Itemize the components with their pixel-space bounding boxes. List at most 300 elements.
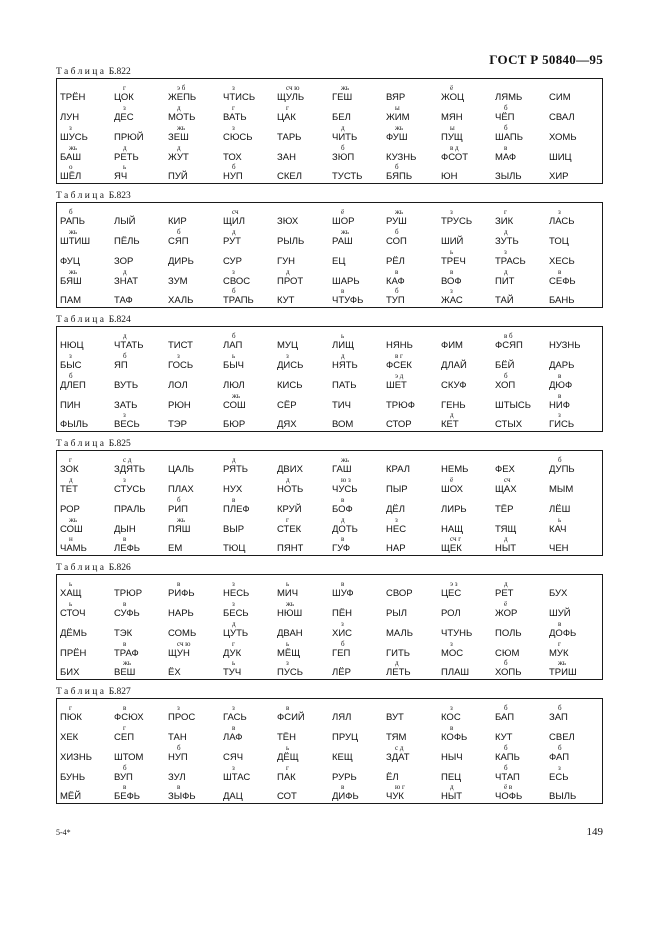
word-text: ТЮЦ bbox=[223, 543, 246, 554]
word-annotation bbox=[114, 392, 137, 400]
word-text: ПЫР bbox=[386, 484, 408, 495]
word-text: МУК bbox=[549, 648, 569, 659]
word-text: ФСОТ bbox=[441, 152, 469, 163]
word-text: ТУЧ bbox=[223, 667, 242, 678]
word-text: ЩУЛЬ bbox=[277, 92, 305, 103]
word-cell bbox=[549, 410, 574, 431]
word-annotation: жь bbox=[341, 456, 350, 464]
word-annotation: в bbox=[341, 783, 345, 791]
word-annotation bbox=[168, 392, 191, 400]
word-annotation bbox=[495, 392, 531, 400]
word-cell bbox=[223, 286, 254, 307]
word-text: СВОР bbox=[386, 588, 413, 599]
word-cell bbox=[495, 703, 514, 724]
word-text: ВОФ bbox=[441, 276, 462, 287]
word-cell bbox=[332, 410, 353, 431]
word-annotation bbox=[223, 516, 244, 524]
word-cell bbox=[277, 455, 303, 476]
table-row bbox=[57, 782, 602, 803]
word-cell bbox=[114, 639, 139, 660]
word-annotation: в bbox=[450, 724, 454, 732]
table-caption-word: Таблица bbox=[56, 439, 107, 449]
word-cell bbox=[114, 515, 136, 536]
word-annotation: ы bbox=[395, 104, 400, 112]
word-text: БУНЬ bbox=[60, 772, 86, 783]
word-cell bbox=[386, 579, 413, 600]
word-annotation: ё bbox=[450, 84, 454, 92]
word-text: ЧТАП bbox=[495, 772, 520, 783]
word-cell bbox=[60, 599, 85, 620]
word-text: ЗЮП bbox=[332, 152, 355, 163]
word-text: НЫТ bbox=[495, 543, 517, 554]
word-annotation: б bbox=[395, 163, 399, 171]
word-annotation bbox=[223, 144, 242, 152]
word-annotation: в bbox=[123, 535, 127, 543]
word-text: МИЧ bbox=[277, 588, 299, 599]
word-cell bbox=[332, 83, 352, 104]
word-annotation bbox=[495, 516, 516, 524]
word-cell bbox=[332, 103, 351, 124]
word-text: ПАМ bbox=[60, 295, 82, 306]
word-text: ФЕХ bbox=[495, 464, 515, 475]
word-text: ЗУТЬ bbox=[495, 236, 519, 247]
word-cell bbox=[441, 782, 462, 803]
word-cell bbox=[386, 83, 405, 104]
word-cell bbox=[223, 723, 242, 744]
word-text: ЛИРЬ bbox=[441, 504, 467, 515]
word-text: ГИТЬ bbox=[386, 648, 411, 659]
word-text: ЧТИСЬ bbox=[223, 92, 256, 103]
word-annotation: г bbox=[232, 640, 235, 648]
table-row bbox=[57, 703, 602, 724]
word-cell bbox=[223, 455, 248, 476]
word-cell bbox=[114, 455, 145, 476]
word-annotation: ы bbox=[450, 124, 455, 132]
word-text: ПИТ bbox=[495, 276, 515, 287]
word-cell bbox=[332, 351, 358, 372]
word-cell bbox=[168, 331, 193, 352]
word-cell bbox=[114, 103, 134, 124]
word-annotation: в bbox=[286, 704, 290, 712]
word-annotation bbox=[60, 659, 79, 667]
word-text: МЁЙ bbox=[60, 791, 82, 802]
word-annotation: в bbox=[341, 496, 345, 504]
word-annotation bbox=[332, 411, 353, 419]
word-text: КАПЬ bbox=[495, 752, 520, 763]
word-annotation bbox=[549, 104, 575, 112]
word-text: СВОС bbox=[223, 276, 251, 287]
word-cell bbox=[114, 475, 145, 496]
word-text: ДЮФ bbox=[549, 380, 573, 391]
word-cell bbox=[386, 247, 405, 268]
word-annotation: б bbox=[341, 640, 345, 648]
word-annotation bbox=[441, 332, 463, 340]
word-annotation: з bbox=[286, 352, 289, 360]
word-text: ЖАС bbox=[441, 295, 463, 306]
word-annotation bbox=[386, 704, 404, 712]
table-row bbox=[57, 83, 602, 104]
word-cell bbox=[549, 286, 574, 307]
word-cell bbox=[168, 475, 194, 496]
word-text: ГЕП bbox=[332, 648, 351, 659]
word-cell bbox=[549, 227, 569, 248]
word-cell bbox=[168, 391, 191, 412]
table-caption-number: Б.823 bbox=[108, 191, 131, 201]
standard-header: ГОСТ Р 50840—95 bbox=[489, 52, 603, 67]
word-text: ПУСЬ bbox=[277, 667, 303, 678]
table-row bbox=[57, 658, 602, 679]
word-text: ТАФ bbox=[114, 295, 133, 306]
word-annotation: б bbox=[504, 704, 508, 712]
word-cell bbox=[495, 391, 531, 412]
word-cell bbox=[277, 267, 303, 288]
word-text: ТАН bbox=[168, 732, 187, 743]
word-cell bbox=[441, 495, 467, 516]
word-annotation bbox=[386, 411, 412, 419]
word-cell bbox=[549, 703, 568, 724]
word-cell bbox=[332, 782, 359, 803]
word-cell bbox=[60, 495, 80, 516]
word-annotation bbox=[60, 496, 80, 504]
word-annotation: ь bbox=[286, 744, 290, 752]
word-cell bbox=[277, 763, 296, 784]
word-cell bbox=[60, 207, 85, 228]
word-cell bbox=[495, 267, 514, 288]
word-text: НЕМЬ bbox=[441, 464, 469, 475]
word-annotation bbox=[168, 456, 194, 464]
word-cell bbox=[386, 534, 406, 555]
word-annotation: жь bbox=[69, 228, 78, 236]
word-annotation bbox=[168, 248, 194, 256]
word-text: РЫЛ bbox=[386, 608, 407, 619]
word-annotation: з bbox=[450, 704, 453, 712]
word-annotation: з bbox=[232, 764, 235, 772]
word-cell bbox=[277, 410, 297, 431]
word-annotation: в bbox=[558, 268, 562, 276]
word-text: ЦАК bbox=[277, 112, 296, 123]
table-caption-number: Б.827 bbox=[108, 687, 131, 697]
word-text: ХОП bbox=[495, 380, 516, 391]
word-text: СОМЬ bbox=[168, 628, 197, 639]
word-annotation bbox=[60, 248, 80, 256]
word-text: ФСЯП bbox=[495, 340, 523, 351]
word-cell bbox=[223, 534, 245, 555]
word-text: ВЯР bbox=[386, 92, 406, 103]
word-cell bbox=[277, 351, 303, 372]
word-text: БИХ bbox=[60, 667, 80, 678]
word-annotation: б bbox=[177, 744, 181, 752]
word-annotation: г bbox=[232, 104, 235, 112]
word-cell bbox=[114, 143, 139, 164]
word-text: НЮШ bbox=[277, 608, 303, 619]
word-cell bbox=[114, 331, 143, 352]
word-cell bbox=[549, 723, 575, 744]
word-annotation: з bbox=[558, 764, 561, 772]
word-text: СВАЛ bbox=[549, 112, 575, 123]
word-text: ЧУК bbox=[386, 791, 404, 802]
word-text: ТРАПЬ bbox=[223, 295, 254, 306]
word-cell bbox=[114, 743, 143, 764]
word-cell bbox=[60, 267, 82, 288]
table-row bbox=[57, 123, 602, 144]
word-text: БОФ bbox=[332, 504, 353, 515]
word-annotation bbox=[277, 456, 303, 464]
word-cell bbox=[495, 162, 522, 183]
word-annotation bbox=[60, 287, 81, 295]
word-annotation: жь bbox=[286, 600, 295, 608]
word-cell bbox=[441, 534, 462, 555]
word-annotation bbox=[332, 744, 353, 752]
word-cell bbox=[386, 207, 407, 228]
word-text: ПЁЛЬ bbox=[114, 236, 140, 247]
word-annotation: д bbox=[450, 411, 454, 419]
word-annotation bbox=[441, 163, 457, 171]
word-cell bbox=[386, 599, 407, 620]
word-cell bbox=[277, 534, 303, 555]
word-text: ФЫЛЬ bbox=[60, 419, 89, 430]
word-text: ЕЦ bbox=[332, 256, 346, 267]
word-text: СТУСЬ bbox=[114, 484, 146, 495]
word-text: ВЕШ bbox=[114, 667, 136, 678]
word-annotation: в bbox=[450, 268, 454, 276]
word-cell bbox=[60, 162, 81, 183]
word-text: ТАЙ bbox=[495, 295, 514, 306]
word-cell bbox=[277, 475, 303, 496]
word-cell bbox=[223, 599, 249, 620]
word-cell bbox=[549, 515, 566, 536]
word-annotation bbox=[60, 724, 78, 732]
word-text: СТОР bbox=[386, 419, 412, 430]
word-text: СЯП bbox=[168, 236, 189, 247]
word-text: НАРЬ bbox=[168, 608, 194, 619]
word-cell bbox=[441, 143, 468, 164]
word-annotation bbox=[386, 600, 407, 608]
word-cell bbox=[332, 599, 352, 620]
word-annotation bbox=[441, 620, 472, 628]
word-annotation: д bbox=[123, 144, 127, 152]
word-cell bbox=[441, 619, 472, 640]
word-text: СОШ bbox=[60, 524, 83, 535]
word-text: НАЩ bbox=[441, 524, 464, 535]
word-text: НЫЧ bbox=[441, 752, 463, 763]
word-cell bbox=[168, 103, 195, 124]
word-cell bbox=[386, 286, 405, 307]
word-annotation: ь bbox=[232, 659, 236, 667]
word-annotation bbox=[168, 332, 193, 340]
word-text: ТЯЩ bbox=[495, 524, 517, 535]
word-annotation bbox=[332, 248, 345, 256]
word-cell bbox=[114, 619, 132, 640]
word-cell bbox=[332, 331, 354, 352]
word-cell bbox=[549, 331, 581, 352]
word-cell bbox=[332, 495, 353, 516]
word-text: ЗОК bbox=[60, 464, 79, 475]
word-text: НУП bbox=[223, 171, 243, 182]
word-text: ДЁМЬ bbox=[60, 628, 87, 639]
word-cell bbox=[60, 763, 85, 784]
word-text: СЕП bbox=[114, 732, 135, 743]
word-cell bbox=[114, 267, 138, 288]
word-annotation: э б bbox=[177, 84, 186, 92]
word-text: ТУП bbox=[386, 295, 405, 306]
word-text: КОФЬ bbox=[441, 732, 468, 743]
word-annotation bbox=[114, 124, 144, 132]
word-cell bbox=[114, 83, 134, 104]
word-text: БАНЬ bbox=[549, 295, 575, 306]
word-text: ТРИШ bbox=[549, 667, 577, 678]
word-text: ЧТУФЬ bbox=[332, 295, 364, 306]
word-text: ПРЁН bbox=[60, 648, 87, 659]
word-cell bbox=[495, 103, 515, 124]
word-annotation bbox=[549, 144, 572, 152]
word-cell bbox=[168, 703, 195, 724]
word-text: НАР bbox=[386, 543, 406, 554]
word-text: СКУФ bbox=[441, 380, 467, 391]
table-row bbox=[57, 286, 602, 307]
word-text: РЁЛ bbox=[386, 256, 405, 267]
word-annotation: ю з bbox=[341, 476, 351, 484]
word-text: ПЮК bbox=[60, 712, 82, 723]
word-cell bbox=[495, 475, 517, 496]
word-text: ПРУЦ bbox=[332, 732, 359, 743]
word-text: ТОЦ bbox=[549, 236, 569, 247]
word-annotation: з bbox=[232, 124, 235, 132]
word-text: ДВИХ bbox=[277, 464, 303, 475]
word-annotation bbox=[168, 411, 187, 419]
word-annotation: б bbox=[232, 332, 236, 340]
word-text: ЛЕФЬ bbox=[114, 543, 141, 554]
table-caption-word: Таблица bbox=[56, 191, 107, 201]
word-annotation: б bbox=[558, 456, 562, 464]
word-annotation bbox=[495, 287, 514, 295]
word-annotation bbox=[441, 764, 461, 772]
word-text: СЮМ bbox=[495, 648, 520, 659]
word-cell bbox=[441, 83, 464, 104]
word-cell bbox=[441, 227, 463, 248]
word-text: ДВАН bbox=[277, 628, 303, 639]
word-annotation bbox=[495, 352, 514, 360]
word-annotation: сч ю bbox=[286, 84, 300, 92]
word-text: ДЁЛ bbox=[386, 504, 406, 515]
word-cell bbox=[495, 207, 513, 228]
word-text: НОТЬ bbox=[277, 484, 304, 495]
word-text: ДЕС bbox=[114, 112, 134, 123]
word-cell bbox=[223, 743, 243, 764]
word-cell bbox=[549, 123, 577, 144]
word-text: ЖИМ bbox=[386, 112, 410, 123]
word-annotation: б bbox=[504, 124, 508, 132]
word-text: ЖОЦ bbox=[441, 92, 464, 103]
word-annotation: в bbox=[504, 144, 508, 152]
word-cell bbox=[114, 123, 144, 144]
word-cell bbox=[114, 782, 140, 803]
word-cell bbox=[60, 103, 79, 124]
word-annotation bbox=[386, 392, 415, 400]
word-text: ТЕТ bbox=[60, 484, 78, 495]
table-row bbox=[57, 619, 602, 640]
word-text: МЁЩ bbox=[277, 648, 301, 659]
word-text: ДОТЬ bbox=[332, 524, 358, 535]
table-row bbox=[57, 515, 602, 536]
word-text: ДЯХ bbox=[277, 419, 297, 430]
word-annotation bbox=[114, 516, 136, 524]
word-text: МЯН bbox=[441, 112, 463, 123]
word-cell bbox=[168, 371, 188, 392]
word-text: ТРЮФ bbox=[386, 400, 415, 411]
word-text: ЛЕТЬ bbox=[386, 667, 411, 678]
word-text: ЛОЛ bbox=[168, 380, 188, 391]
word-annotation: б bbox=[232, 163, 236, 171]
word-text: МАФ bbox=[495, 152, 517, 163]
word-text: ТРЁН bbox=[60, 92, 86, 103]
word-annotation: б bbox=[232, 287, 236, 295]
word-text: ФСИЙ bbox=[277, 712, 305, 723]
word-cell bbox=[168, 207, 187, 228]
word-text: РУРЬ bbox=[332, 772, 357, 783]
word-text: СКЕЛ bbox=[277, 171, 302, 182]
word-text: ЗАП bbox=[549, 712, 568, 723]
word-annotation: з bbox=[69, 124, 72, 132]
word-annotation: з bbox=[123, 476, 126, 484]
word-text: ШТИШ bbox=[60, 236, 91, 247]
word-text: ШОР bbox=[332, 216, 355, 227]
word-cell bbox=[60, 703, 82, 724]
word-text: РИП bbox=[168, 504, 188, 515]
word-annotation bbox=[168, 287, 193, 295]
word-text: ДЁЩ bbox=[277, 752, 299, 763]
word-annotation bbox=[277, 228, 304, 236]
word-text: ЗЮХ bbox=[277, 216, 299, 227]
table-row bbox=[57, 534, 602, 555]
word-annotation bbox=[441, 496, 467, 504]
word-annotation bbox=[386, 640, 410, 648]
word-cell bbox=[277, 103, 296, 124]
word-annotation: ё bbox=[341, 208, 345, 216]
word-cell bbox=[332, 391, 351, 412]
word-cell bbox=[441, 331, 463, 352]
word-text: ЗАН bbox=[277, 152, 296, 163]
word-text: ЦУТЬ bbox=[223, 628, 249, 639]
word-annotation: д bbox=[232, 456, 236, 464]
word-annotation bbox=[495, 411, 522, 419]
word-cell bbox=[386, 410, 412, 431]
word-annotation bbox=[549, 783, 576, 791]
word-annotation bbox=[441, 456, 468, 464]
word-text: ЕМ bbox=[168, 543, 183, 554]
word-text: КОС bbox=[441, 712, 461, 723]
word-annotation: в bbox=[341, 287, 345, 295]
word-text: НЫТ bbox=[441, 791, 463, 802]
word-cell bbox=[223, 371, 245, 392]
word-annotation: ю г bbox=[395, 783, 405, 791]
word-annotation: в bbox=[558, 392, 562, 400]
table-caption-number: Б.824 bbox=[108, 315, 131, 325]
word-text: ЯЧ bbox=[114, 171, 128, 182]
table-caption bbox=[56, 190, 603, 202]
table-row bbox=[57, 763, 602, 784]
word-cell bbox=[386, 763, 399, 784]
word-cell bbox=[60, 534, 87, 555]
word-annotation bbox=[549, 352, 574, 360]
word-cell bbox=[441, 639, 463, 660]
word-annotation: д bbox=[504, 228, 508, 236]
word-annotation bbox=[277, 248, 295, 256]
word-cell bbox=[495, 723, 512, 744]
word-annotation bbox=[277, 535, 303, 543]
table-row bbox=[57, 475, 602, 496]
word-text: ЁХ bbox=[168, 667, 181, 678]
word-annotation: жь bbox=[69, 516, 78, 524]
